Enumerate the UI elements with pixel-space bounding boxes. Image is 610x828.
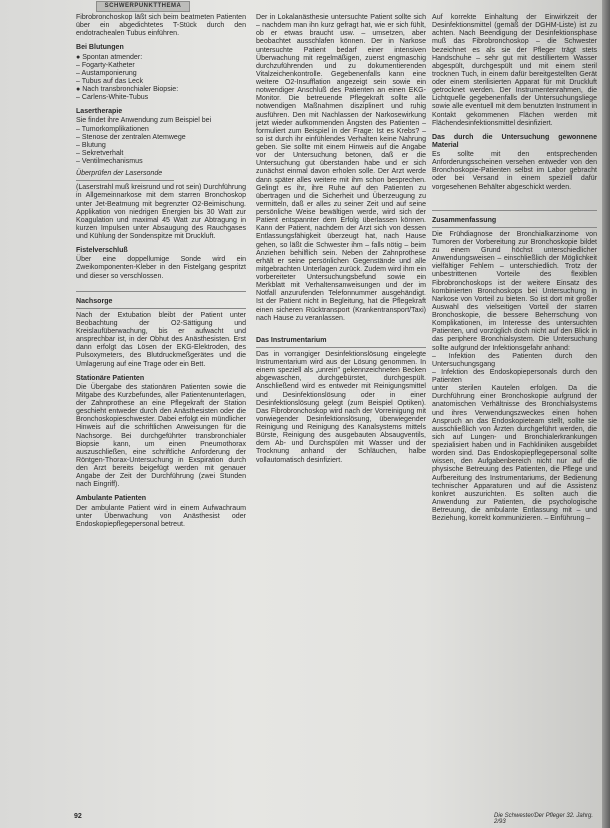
intro-paragraph: Fibrobronchoskop läßt sich beim beatmeten Patienten über ein abgedichtetes T-Stück durch den endotrachealen Tubus einführen. bbox=[76, 14, 246, 38]
list-item: – Carlens-White-Tubus bbox=[76, 94, 149, 102]
bleeding-list bbox=[76, 54, 246, 103]
disinfection-paragraph: Auf korrekte Einhaltung der Einwirkzeit der Desinfektionsmittel (gemäß der DGHM-Liste) ist zu achten. Nach Beendigung der Desinfektionsphase muß das Fibrobronchoskop – die Schwester bezeichnet es als sie der Pfleger trägt stets Handschuhe – sehr gut mit destilliertem Wasser abgespült, durchgespült und mit einem steril trocknen Tuch, in einem dafür bereitgestellten Gerät oder einem sterilisierten Apparat für mit Druckluft getrocknet werden. Der Instrumentenrahmen, die Lichtquelle gegebenenfalls der Untersuchungsliege sowie alle eventuell mit dem benutzten Instrument in Kontakt gekommenen Flächen werden mit Flächendesinfektionsmittel desinfiziert. bbox=[432, 14, 597, 127]
aftercare-heading: Nachsorge bbox=[76, 297, 113, 305]
fistula-paragraph: Über eine doppellumige Sonde wird ein Zweikomponenten-Kleber in den Fistelgang gespritzt und dieser so verschlossen. bbox=[76, 256, 246, 280]
local-anaesthesia-paragraph: Der in Lokalanästhesie untersuchte Patient sollte sich – nachdem man ihn kurz gefragt hat, wie er sich fühlt, ob er etwas braucht usw. – umsetzen, aber beobachtet ausschlafen können. Der in Narkose untersuchte Patient bedarf einer intensiven Überwachung mit regelmäßigen, zuerst engmaschig durchzuführenden und zu dokumentierenden Vitalzeichenkontrolle. Gegebenenfalls kann eine weitere O2-Insufflation angezeigt sein sowie ein notwendiger Anschluß des Patienten an einen EKG-Monitor. Die betreuende Pflegekraft sollte alle notwendigen Maßnahmen disziplinert und ruhig ausführen. Den mit Nachlassen der Narkosewirkung jetzt wieder aufkommenden Ängsten des Patienten – formuliert zum Beispiel in der Frage: Ist es Krebs? – so ist durch ihr einfühlendes Verhalten keine Nahrung geben. Sie sollte mit einem Hinweis auf die Angabe vor der Untersuchung betonen, daß er die Untersuchung gut überstanden habe und er sich zunächst einmal davon erholen solle. Der Arzt werde dann später alles weitere mit ihm schon besprechen. Gelingt es ihr, ihre Ruhe auf den Patienten zu übertragen und die Sicherheit und Überzeugung zu vermitteln, daß er alles zu seiner Zeit und auf seine persönliche Weise bewältigen werde, wird sich der Patient entspannter dem Erfolg überlassen können. Kann der Patient, nachdem der Arzt sich von dessen Entlassungsfähigkeit überzeugt hat, nach Hause gehen, so läßt die Schwester ihm – falls nötig – beim Anziehen behilflich sein. Neben der Zahnprothese erhält er seine persönlichen Gegenstände und alle mitgebrachten Unterlagen zurück. Zudem wird ihm ein vorbereiteter Untersuchungsbefund sowie ein Merkblatt mit Verhaltensanweisungen und der im Notfall anzurufenden Telefonnummer ausgehändigt. Ist der Patient nicht in Begleitung, hat die Pflegekraft einen sicheren Rücktransport (Krankentransport/Taxi) nach Hause zu veranlassen. bbox=[256, 14, 426, 322]
summary-heading: Zusammenfassung bbox=[432, 216, 497, 224]
list-item: – Ventilmechanismus bbox=[76, 158, 143, 165]
laser-paragraph: (Laserstrahl muß kreisrund und rot sein) Durchführung in Allgemeinnarkose mit dem starren Bronchoskop unter Jet-Beatmung mit begrenzter O2-Beimischung. Applikation von niedrigen Energien bis 30 Watt zur Koagulation und maximal 45 Watt zur Abtragung in kurzen Impulsen unter Absaugung des Rauchgases und Kühlung der Sondenspitze mit Druckluft. bbox=[76, 184, 246, 240]
list-item: – Tubus auf das Leck bbox=[76, 77, 143, 85]
laser-list bbox=[76, 126, 246, 167]
list-item: – Austamponierung bbox=[76, 69, 137, 77]
material-heading: Das durch die Untersuchung gewonnene Material bbox=[432, 133, 597, 149]
page-number: 92 bbox=[74, 813, 82, 820]
list-item: – Blutung bbox=[76, 141, 106, 149]
divider bbox=[432, 227, 597, 228]
divider bbox=[76, 291, 246, 292]
divider bbox=[256, 347, 426, 348]
material-paragraph: Es sollte mit den entsprechenden Anforderungsscheinen versehen entweder von den Bronchoskopie-Patienten selbst im Labor gebracht oder bei Versand in einem speziell dafür vorgesehenen Behälter abgeschickt werden. bbox=[432, 151, 597, 191]
summary-paragraph: Die Frühdiagnose der Bronchialkarzinome von Tumoren der Vorbereitung zur Bronchoskopie bildet zu einem Grund höchst unterschiedlicher Anwendungsweisen – einschließlich der Möglichkeit vielfältiger Fehlern – unterschiedlich. Trotz der unbestrittenen Vorteile des flexiblen Fibrobronchoskops ist der weitere Einsatz des kombinierten Bronchoskops bei Untersuchung in Narkose von Vorteil zu bieten. So ist dort mit großer Auswahl des vielseitigen Vorteil der starren Bronchoskopie, die bessere Beherrschung von Komplikationen, im Interesse des untersuchten Patienten, und vorzüglich doch nicht auf den Blick in das periphere Bronchialsystem. Die Untersuchung sollte aufgrund der Infektionsgefahr anhand: bbox=[432, 230, 597, 352]
list-item: ● Spontan atmender: bbox=[76, 53, 143, 61]
instruments-paragraph: Das in vorrangiger Desinfektionslösung eingelegte Instrumentarium wird aus der Lösung genommen. In einem speziell als „unrein" gekennzeichneten Becken abgewaschen, durchgebürstet, durchgespült. Anschließend wird es entweder mit Reinigungsmittel und Desinfektionslösung oder in einer Desinfektionslösung gelegt (zum Beispiel Optiken). Das Fibrobronchoskop wird nach der Vorreinigung mit vorwiegender Desinfektionslösung, überwiegender Reinigung und Reinigung des Kanalsystems mittels Bürste, Reinigung des ausgebauten Absaugventils, dem Ab- und Durchspülen mit Wasser und der Trocknung anhand der Schläuchen, halbe vollautomatisch desinfiziert. bbox=[256, 350, 426, 464]
list-item: – Sekretverhalt bbox=[76, 149, 124, 157]
divider bbox=[76, 308, 246, 309]
aftercare-paragraph: Nach der Extubation bleibt der Patient unter Beobachtung der O2-Sättigung und Kreislaufüberwachung, bis er aufwacht und ansprechbar ist, in der Obhut des Anästhesisten. Erst dann erfolgt das Lösen der EKG-Elektroden, des Pulsoxymeters, des Blutdruckmeßgerätes und die Umlagerung auf eine Trage oder ein Bett. bbox=[76, 311, 246, 368]
list-item: – Stenose der zentralen Atemwege bbox=[76, 133, 186, 141]
list-item: – Infektion des Endoskopiepersonals durch den Patienten bbox=[432, 368, 597, 384]
outpatient-paragraph: Der ambulante Patient wird in einem Aufwachraum unter Überwachung von Anästhesist oder Endoskopiepflegepersonal betreut. bbox=[76, 504, 246, 528]
list-item: – Fogarty-Katheter bbox=[76, 61, 135, 69]
laser-subheading: Überprüfen der Lasersonde bbox=[76, 170, 163, 178]
divider bbox=[432, 210, 597, 211]
column-3 bbox=[432, 14, 597, 523]
instruments-heading: Das Instrumentarium bbox=[256, 336, 327, 344]
summary-paragraph-2: unter sterilen Kautelen erfolgen. Da die Durchführung einer Bronchoskopie aufgrund der anatomischen Verhältnisse des Bronchialsystems und ihres Verwendungszweckes einen hohen Anspruch an das Endoskopieteam stellt, sollte sie ausschließlich von Ärzten durchgeführt werden, die sich auf Lungen- und Bronchialerkrankungen spezialisiert haben und in Fachkliniken ausgebildet worden sind. Das Endoskopiepflegepersonal sollte wissen, den Aufgabenbereich nicht nur auf die physische Betreuung des Patienten, die Pflege und Aufbereitung des Instrumentariums, der Bedienung technischer Apparaturen und auf die Assistenz konkret auszurichten. Es sollten auch die Anwendung zur Patienten, die psychologische Betreuung, die ambulante Entlassung mit – und Beziehung, korrekt kommunizieren. – Einführung – bbox=[432, 385, 597, 523]
divider bbox=[76, 180, 174, 181]
inpatient-paragraph: Die Übergabe des stationären Patienten sowie die Mitgabe des Kurzbefundes, aller Patientenunterlagen, der Zahnprothese an eine Pflegekraft der Station geschieht entweder durch den Anästhesisten oder die Bronchoskopieschwester. Dabei erfolgt ein mündlicher Hinweis auf die schriftlichen Anweisungen für die Nachsorge. Bei durchgeführter transbronchialer Biopsie kann, um einen Pneumothorax auszuschließen, eine schriftliche Anforderung der Röntgen-Thorax-Untersuchung in Exspiration durch den Arzt bereits beigefügt werden mit genauer Angabe der Zeit der Durchführung (zwei Stunden nach Eingriff). bbox=[76, 383, 246, 489]
laser-intro: Sie findet ihre Anwendung zum Beispiel bei bbox=[76, 117, 212, 125]
column-1 bbox=[76, 14, 246, 529]
column-2 bbox=[256, 14, 426, 465]
list-item: ● Nach transbronchialer Biopsie: bbox=[76, 86, 179, 93]
journal-footer: Die Schwester/Der Pfleger 32. Jahrg. 2/93 bbox=[494, 813, 594, 825]
section-tab: SCHWERPUNKTTHEMA bbox=[96, 1, 190, 12]
book-binding bbox=[602, 0, 610, 828]
inpatient-heading: Stationäre Patienten bbox=[76, 374, 145, 382]
fistula-heading: Fistelverschluß bbox=[76, 247, 128, 255]
laser-heading: Lasertherapie bbox=[76, 108, 123, 116]
list-item: – Infektion des Patienten durch den Untersuchungsgang bbox=[432, 352, 597, 368]
bleeding-heading: Bei Blutungen bbox=[76, 44, 124, 52]
outpatient-heading: Ambulante Patienten bbox=[76, 495, 147, 503]
list-item: – Tumorkomplikationen bbox=[76, 125, 149, 133]
